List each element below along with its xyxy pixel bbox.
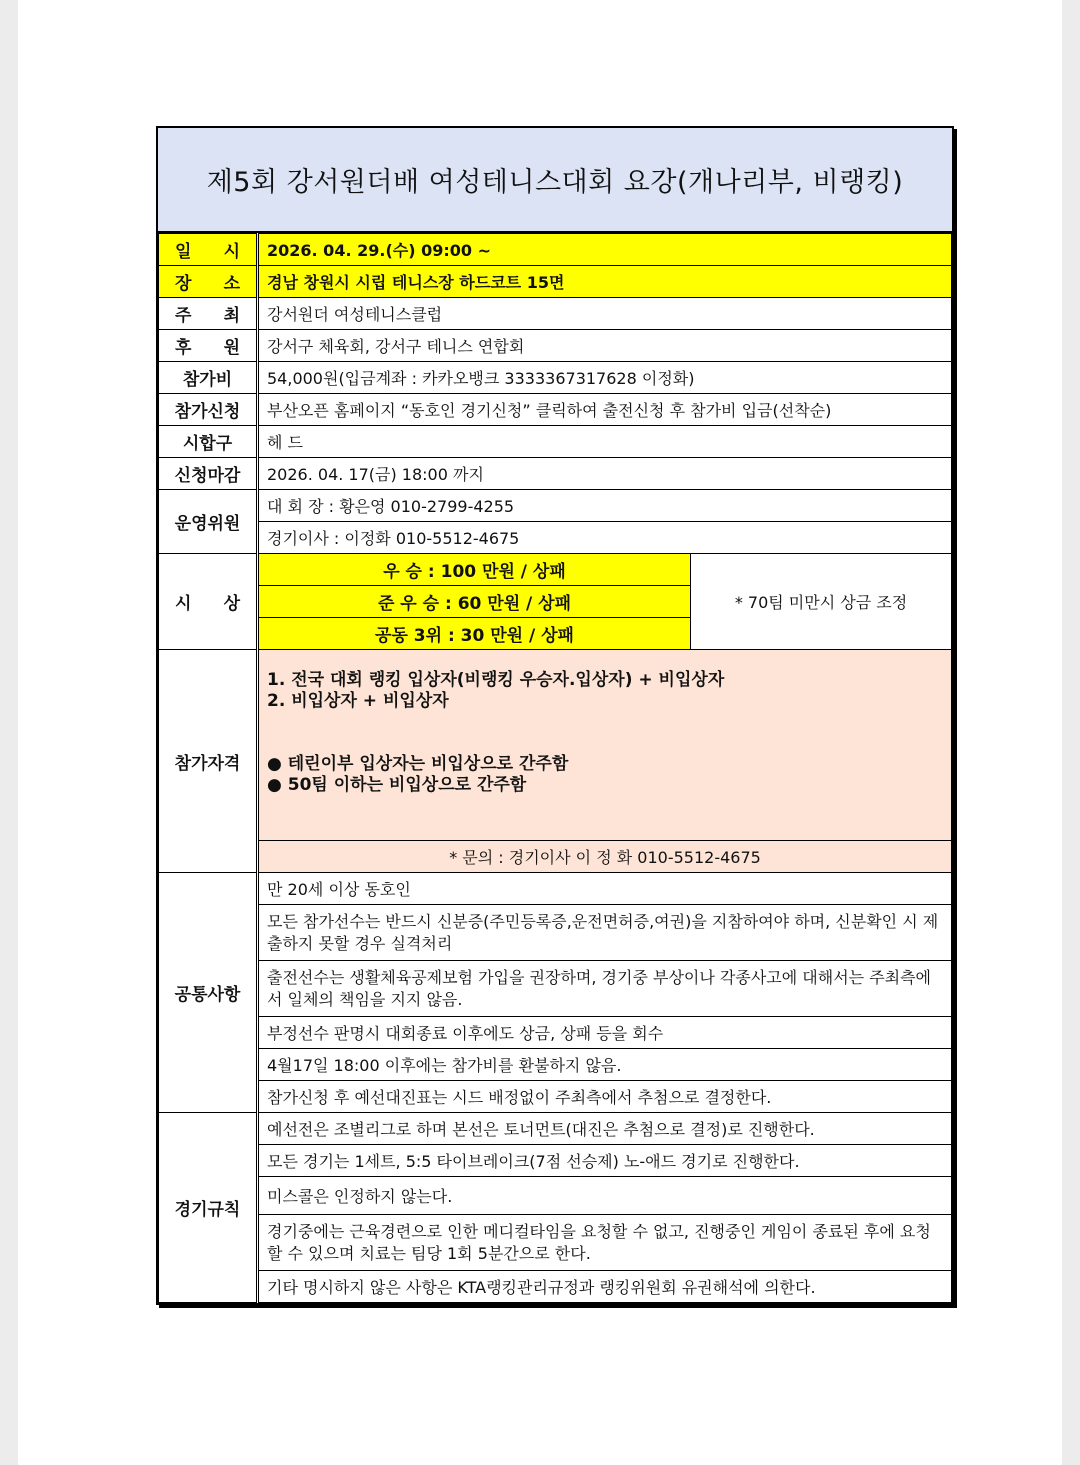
row-rules-4 xyxy=(159,1215,952,1271)
prize-first: 우 승 : 100 만원 / 상패 xyxy=(258,554,691,586)
common-item: 참가신청 후 예선대진표는 시드 배정없이 주최측에서 추첨으로 결정한다. xyxy=(258,1081,952,1113)
rule-item: 모든 경기는 1세트, 5:5 타이브레이크(7점 선승제) 노-애드 경기로 진행한다. xyxy=(258,1145,952,1177)
value-qualification xyxy=(258,650,952,841)
row-staff-2 xyxy=(159,522,952,554)
label-sponsor: 후 원 xyxy=(159,330,258,362)
value-fee: 54,000원(입금계좌 : 카카오뱅크 3333367317628 이정화) xyxy=(258,362,952,394)
rule-item: 예선전은 조별리그로 하며 본선은 토너먼트(대진은 추첨으로 결정)로 진행한다. xyxy=(258,1113,952,1145)
row-venue xyxy=(159,266,952,298)
common-item: 출전선수는 생활체육공제보험 가입을 권장하며, 경기중 부상이나 각종사고에 대해서는 주최측에서 일체의 책임을 지지 않음. xyxy=(258,961,952,1017)
row-sponsor xyxy=(159,330,952,362)
qualification-note-1: ● 테린이부 입상자는 비입상으로 간주함 xyxy=(267,754,569,774)
info-table xyxy=(158,233,952,1303)
value-sponsor: 강서구 체육회, 강서구 테니스 연합회 xyxy=(258,330,952,362)
label-apply: 참가신청 xyxy=(159,394,258,426)
value-venue: 경남 창원시 시립 테니스장 하드코트 15면 xyxy=(258,266,952,298)
prize-second: 준 우 승 : 60 만원 / 상패 xyxy=(258,586,691,618)
label-common: 공통사항 xyxy=(159,873,258,1113)
row-staff xyxy=(159,490,952,522)
row-rules-1 xyxy=(159,1113,952,1145)
value-deadline: 2026. 04. 17(금) 18:00 까지 xyxy=(258,458,952,490)
rule-item: 기타 명시하지 않은 사항은 KTA랭킹관리규정과 랭킹위원회 유권해석에 의한다. xyxy=(258,1271,952,1303)
row-common-6 xyxy=(159,1081,952,1113)
value-staff-1: 대 회 장 : 황은영 010-2799-4255 xyxy=(258,490,952,522)
row-common-4 xyxy=(159,1017,952,1049)
label-deadline: 신청마감 xyxy=(159,458,258,490)
row-contact xyxy=(159,841,952,873)
document-page xyxy=(18,0,1062,1465)
common-item: 모든 참가선수는 반드시 신분증(주민등록증,운전면허증,여권)을 지참하여야 하며, 신분확인 시 제출하지 못할 경우 실격처리 xyxy=(258,905,952,961)
qualification-line-1: 1. 전국 대회 랭킹 입상자(비랭킹 우승자.입상자) + 비입상자 xyxy=(267,670,725,690)
prize-third: 공동 3위 : 30 만원 / 상패 xyxy=(258,618,691,650)
common-item: 4월17일 18:00 이후에는 참가비를 환불하지 않음. xyxy=(258,1049,952,1081)
row-common-2 xyxy=(159,905,952,961)
prize-note: * 70팀 미만시 상금 조정 xyxy=(691,554,952,650)
row-prize-1 xyxy=(159,554,952,586)
row-qualification xyxy=(159,650,952,841)
qualification-note-2: ● 50팀 이하는 비입상으로 간주함 xyxy=(267,775,527,795)
row-rules-2 xyxy=(159,1145,952,1177)
label-date: 일 시 xyxy=(159,234,258,266)
label-ball: 시합구 xyxy=(159,426,258,458)
label-rules: 경기규칙 xyxy=(159,1113,258,1303)
qualification-spacer-1 xyxy=(267,712,943,733)
value-host: 강서원더 여성테니스클럽 xyxy=(258,298,952,330)
rule-item: 경기중에는 근육경련으로 인한 메디컬타임을 요청할 수 없고, 진행중인 게임이 종료된 후에 요청할 수 있으며 치료는 팀당 1회 5분간으로 한다. xyxy=(258,1215,952,1271)
row-ball xyxy=(159,426,952,458)
row-rules-3 xyxy=(159,1177,952,1215)
value-apply: 부산오픈 홈페이지 “동호인 경기신청” 클릭하여 출전신청 후 참가비 입금(선착순) xyxy=(258,394,952,426)
contact-line: * 문의 : 경기이사 이 정 화 010-5512-4675 xyxy=(258,841,952,873)
row-apply xyxy=(159,394,952,426)
row-rules-5 xyxy=(159,1271,952,1303)
row-common-1 xyxy=(159,873,952,905)
row-fee xyxy=(159,362,952,394)
rule-item: 미스콜은 인정하지 않는다. xyxy=(258,1177,952,1215)
page-title: 제5회 강서원더배 여성테니스대회 요강(개나리부, 비랭킹) xyxy=(158,128,952,233)
common-item: 만 20세 이상 동호인 xyxy=(258,873,952,905)
label-qualification: 참가자격 xyxy=(159,650,258,873)
value-staff-2: 경기이사 : 이정화 010-5512-4675 xyxy=(258,522,952,554)
label-venue: 장 소 xyxy=(159,266,258,298)
value-ball: 헤 드 xyxy=(258,426,952,458)
label-staff: 운영위원 xyxy=(159,490,258,554)
common-item: 부정선수 판명시 대회종료 이후에도 상금, 상패 등을 회수 xyxy=(258,1017,952,1049)
row-host xyxy=(159,298,952,330)
row-date xyxy=(159,234,952,266)
row-common-3 xyxy=(159,961,952,1017)
tournament-notice xyxy=(156,126,954,1305)
label-fee: 참가비 xyxy=(159,362,258,394)
value-date: 2026. 04. 29.(수) 09:00 ~ xyxy=(258,234,952,266)
qualification-line-2: 2. 비입상자 + 비입상자 xyxy=(267,691,449,711)
label-prize: 시 상 xyxy=(159,554,258,650)
label-host: 주 최 xyxy=(159,298,258,330)
qualification-spacer-2 xyxy=(267,733,943,754)
row-common-5 xyxy=(159,1049,952,1081)
row-deadline xyxy=(159,458,952,490)
